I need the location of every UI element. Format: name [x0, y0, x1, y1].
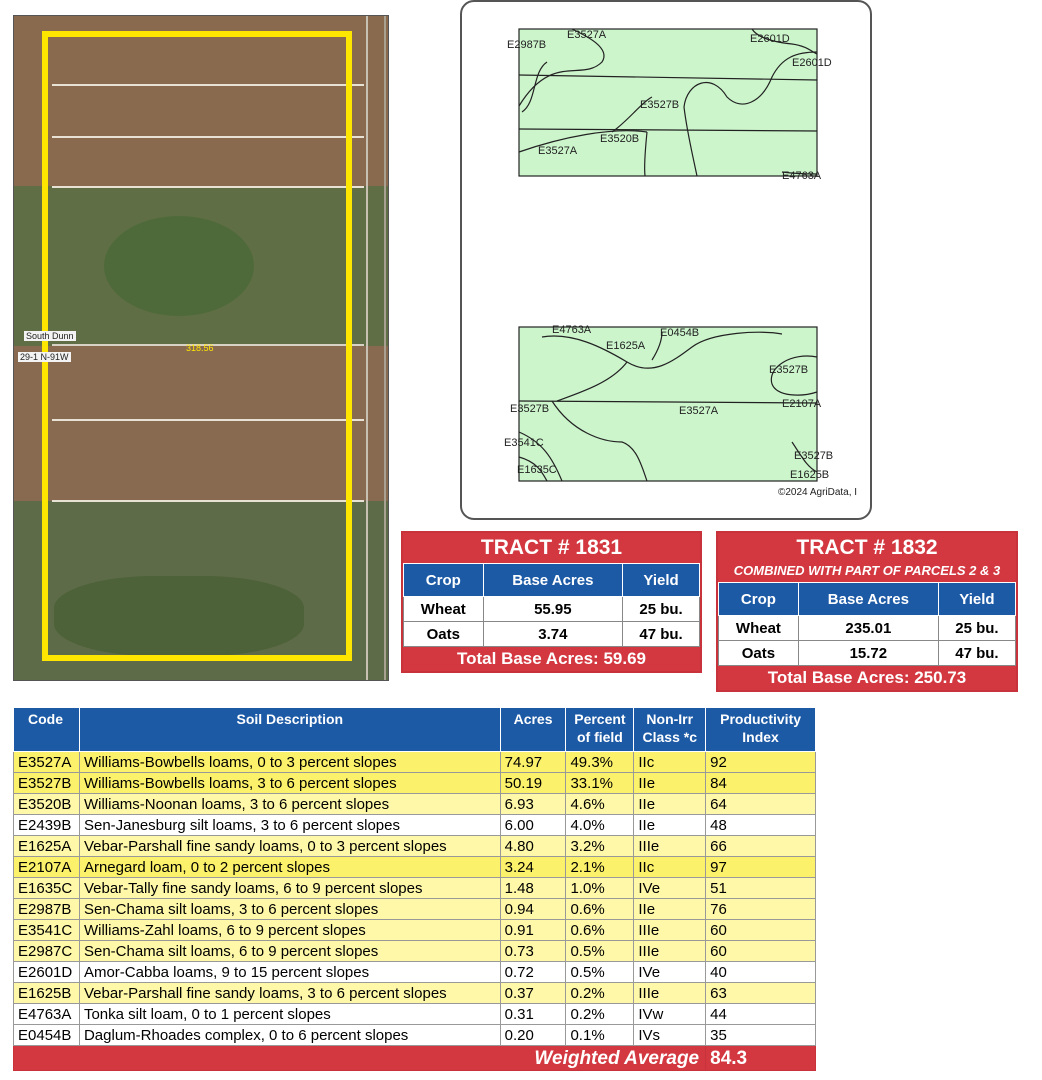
- productivity-cell: 40: [706, 962, 816, 983]
- class-cell: IIe: [634, 899, 706, 920]
- aerial-photo: [13, 15, 389, 681]
- description-cell: Williams-Bowbells loams, 0 to 3 percent slopes: [79, 752, 500, 773]
- acres-cell: 6.93: [500, 794, 566, 815]
- code-cell: E2601D: [14, 962, 80, 983]
- acres-cell: 74.97: [500, 752, 566, 773]
- table-row: [14, 962, 816, 983]
- tract-1831-box: [401, 531, 702, 673]
- class-cell: IIIe: [634, 920, 706, 941]
- class-cell: IVe: [634, 878, 706, 899]
- township-label: 29-1 N-91W: [20, 352, 69, 362]
- code-cell: E2107A: [14, 857, 80, 878]
- acres-cell: 0.73: [500, 941, 566, 962]
- yield-cell: 25 bu.: [938, 616, 1015, 641]
- class-cell: IIe: [634, 773, 706, 794]
- col-base-acres: Base Acres: [798, 583, 938, 616]
- col-yield: Yield: [623, 564, 700, 597]
- percent-cell: 49.3%: [566, 752, 634, 773]
- table-row: [14, 983, 816, 1004]
- col-class: [634, 708, 706, 752]
- section-label: South Dunn: [26, 331, 74, 341]
- acres-cell: 50.19: [500, 773, 566, 794]
- tract-1832-table: [718, 582, 1016, 666]
- class-cell: IIIe: [634, 983, 706, 1004]
- percent-cell: 33.1%: [566, 773, 634, 794]
- col-productivity: [706, 708, 816, 752]
- map-label: E3527A: [538, 145, 578, 157]
- map-label: E3527A: [567, 29, 607, 41]
- percent-cell: 0.2%: [566, 983, 634, 1004]
- acres-cell: 235.01: [798, 616, 938, 641]
- col-percent: [566, 708, 634, 752]
- percent-cell: 0.5%: [566, 962, 634, 983]
- description-cell: Amor-Cabba loams, 9 to 15 percent slopes: [79, 962, 500, 983]
- acres-cell: 1.48: [500, 878, 566, 899]
- description-cell: Vebar-Parshall fine sandy loams, 3 to 6 percent slopes: [79, 983, 500, 1004]
- soil-table-body: [14, 752, 816, 1046]
- table-row: [719, 641, 1016, 666]
- yield-cell: 47 bu.: [623, 622, 700, 647]
- code-cell: E3520B: [14, 794, 80, 815]
- code-cell: E2439B: [14, 815, 80, 836]
- table-row: [14, 857, 816, 878]
- acres-cell: 6.00: [500, 815, 566, 836]
- map-label: E2601D: [792, 57, 832, 69]
- percent-cell: 1.0%: [566, 878, 634, 899]
- acres-cell: 3.74: [483, 622, 623, 647]
- acres-cell: 4.80: [500, 836, 566, 857]
- productivity-cell: 76: [706, 899, 816, 920]
- percent-cell: 4.0%: [566, 815, 634, 836]
- tract-1831-table: [403, 563, 700, 647]
- col-yield: Yield: [938, 583, 1015, 616]
- map-copyright: ©2024 AgriData, I: [778, 487, 858, 498]
- code-cell: E4763A: [14, 1004, 80, 1025]
- code-cell: E3527B: [14, 773, 80, 794]
- description-cell: Sen-Chama silt loams, 6 to 9 percent slopes: [79, 941, 500, 962]
- description-cell: Vebar-Parshall fine sandy loams, 0 to 3 percent slopes: [79, 836, 500, 857]
- table-row: [719, 616, 1016, 641]
- description-cell: Sen-Chama silt loams, 3 to 6 percent slopes: [79, 899, 500, 920]
- percent-cell: 0.6%: [566, 920, 634, 941]
- map-label: E1635C: [517, 464, 557, 476]
- yield-cell: 47 bu.: [938, 641, 1015, 666]
- map-label: E3541C: [504, 437, 544, 449]
- table-row: [14, 752, 816, 773]
- productivity-cell: 92: [706, 752, 816, 773]
- percent-cell: 2.1%: [566, 857, 634, 878]
- code-cell: E0454B: [14, 1025, 80, 1046]
- acres-cell: 0.37: [500, 983, 566, 1004]
- col-class-line1: Non-Irr: [646, 711, 694, 727]
- acres-cell: 0.91: [500, 920, 566, 941]
- tract-1832-box: [716, 531, 1018, 692]
- crop-cell: Oats: [404, 622, 484, 647]
- col-crop: Crop: [719, 583, 799, 616]
- class-cell: IIIe: [634, 941, 706, 962]
- road-east: [366, 16, 368, 680]
- col-productivity-line1: Productivity: [720, 711, 802, 727]
- col-percent-line2: of field: [576, 729, 623, 745]
- class-cell: IIIe: [634, 836, 706, 857]
- description-cell: Daglum-Rhoades complex, 0 to 6 percent slopes: [79, 1025, 500, 1046]
- productivity-cell: 84: [706, 773, 816, 794]
- acres-cell: 0.20: [500, 1025, 566, 1046]
- col-soil-description: Soil Description: [79, 708, 500, 752]
- soil-table: [13, 707, 816, 1071]
- class-cell: IVw: [634, 1004, 706, 1025]
- crop-cell: Wheat: [404, 597, 484, 622]
- table-row: [404, 622, 700, 647]
- acres-cell: 0.94: [500, 899, 566, 920]
- productivity-cell: 63: [706, 983, 816, 1004]
- productivity-cell: 60: [706, 920, 816, 941]
- description-cell: Arnegard loam, 0 to 2 percent slopes: [79, 857, 500, 878]
- table-row: [14, 836, 816, 857]
- class-cell: IIe: [634, 794, 706, 815]
- map-label: E4763A: [552, 324, 592, 336]
- code-cell: E3541C: [14, 920, 80, 941]
- map-label: E2987B: [507, 39, 547, 51]
- code-cell: E1625A: [14, 836, 80, 857]
- description-cell: Williams-Noonan loams, 3 to 6 percent slopes: [79, 794, 500, 815]
- class-cell: IIc: [634, 857, 706, 878]
- table-row: [14, 878, 816, 899]
- crop-cell: Oats: [719, 641, 799, 666]
- acres-cell: 55.95: [483, 597, 623, 622]
- weighted-average-label: Weighted Average: [14, 1046, 706, 1071]
- tract-1832-total: Total Base Acres: 250.73: [718, 666, 1016, 690]
- percent-cell: 0.2%: [566, 1004, 634, 1025]
- table-row: [14, 899, 816, 920]
- col-code: Code: [14, 708, 80, 752]
- col-acres: Acres: [500, 708, 566, 752]
- code-cell: E1625B: [14, 983, 80, 1004]
- acres-cell: 0.31: [500, 1004, 566, 1025]
- map-label: E3527B: [794, 450, 834, 462]
- map-label: E1625B: [790, 469, 830, 481]
- table-row: [14, 941, 816, 962]
- south-tract-area: [519, 327, 817, 481]
- acres-cell: 3.24: [500, 857, 566, 878]
- productivity-cell: 48: [706, 815, 816, 836]
- map-label: E2601D: [750, 33, 790, 45]
- col-base-acres: Base Acres: [483, 564, 623, 597]
- table-row: [14, 1025, 816, 1046]
- table-row: [14, 773, 816, 794]
- class-cell: IVe: [634, 962, 706, 983]
- table-row: [14, 920, 816, 941]
- description-cell: Williams-Zahl loams, 6 to 9 percent slopes: [79, 920, 500, 941]
- col-crop: Crop: [404, 564, 484, 597]
- description-cell: Tonka silt loam, 0 to 1 percent slopes: [79, 1004, 500, 1025]
- map-label: E3527A: [679, 405, 719, 417]
- productivity-cell: 66: [706, 836, 816, 857]
- tract-1832-subtitle: COMBINED WITH PART OF PARCELS 2 & 3: [718, 563, 1016, 582]
- crop-cell: Wheat: [719, 616, 799, 641]
- map-label: E1625A: [606, 340, 646, 352]
- productivity-cell: 44: [706, 1004, 816, 1025]
- table-row: [14, 815, 816, 836]
- map-label: E3527B: [510, 403, 550, 415]
- productivity-cell: 64: [706, 794, 816, 815]
- class-cell: IIc: [634, 752, 706, 773]
- tract-1831-total: Total Base Acres: 59.69: [403, 647, 700, 671]
- map-label: E3527B: [769, 364, 809, 376]
- code-cell: E2987C: [14, 941, 80, 962]
- description-cell: Vebar-Tally fine sandy loams, 6 to 9 percent slopes: [79, 878, 500, 899]
- col-percent-line1: Percent: [574, 711, 626, 727]
- code-cell: E2987B: [14, 899, 80, 920]
- class-cell: IVs: [634, 1025, 706, 1046]
- map-label: E3527B: [640, 99, 680, 111]
- percent-cell: 0.6%: [566, 899, 634, 920]
- table-row: [14, 794, 816, 815]
- map-label: E2107A: [782, 398, 822, 410]
- col-class-line2: Class *c: [642, 729, 697, 745]
- map-label: E0454B: [660, 327, 700, 339]
- productivity-cell: 51: [706, 878, 816, 899]
- description-cell: Sen-Janesburg silt loams, 3 to 6 percent slopes: [79, 815, 500, 836]
- percent-cell: 4.6%: [566, 794, 634, 815]
- class-cell: IIe: [634, 815, 706, 836]
- col-productivity-line2: Index: [742, 729, 779, 745]
- description-cell: Williams-Bowbells loams, 3 to 6 percent slopes: [79, 773, 500, 794]
- table-row: [14, 1004, 816, 1025]
- acres-cell: 0.72: [500, 962, 566, 983]
- weighted-average-row: [14, 1046, 816, 1071]
- percent-cell: 0.1%: [566, 1025, 634, 1046]
- productivity-cell: 97: [706, 857, 816, 878]
- map-label: E3520B: [600, 133, 640, 145]
- productivity-cell: 60: [706, 941, 816, 962]
- distance-label: 318.56: [186, 343, 214, 353]
- soil-map-drawing: [462, 2, 874, 522]
- tract-1832-title: TRACT # 1832: [718, 533, 1016, 563]
- code-cell: E1635C: [14, 878, 80, 899]
- productivity-cell: 35: [706, 1025, 816, 1046]
- tract-1831-title: TRACT # 1831: [403, 533, 700, 563]
- yield-cell: 25 bu.: [623, 597, 700, 622]
- map-label: E4763A: [782, 170, 822, 182]
- percent-cell: 3.2%: [566, 836, 634, 857]
- weighted-average-value: 84.3: [706, 1046, 816, 1071]
- acres-cell: 15.72: [798, 641, 938, 666]
- soil-map: [460, 0, 872, 520]
- road-east-2: [384, 16, 386, 680]
- percent-cell: 0.5%: [566, 941, 634, 962]
- code-cell: E3527A: [14, 752, 80, 773]
- table-row: [404, 597, 700, 622]
